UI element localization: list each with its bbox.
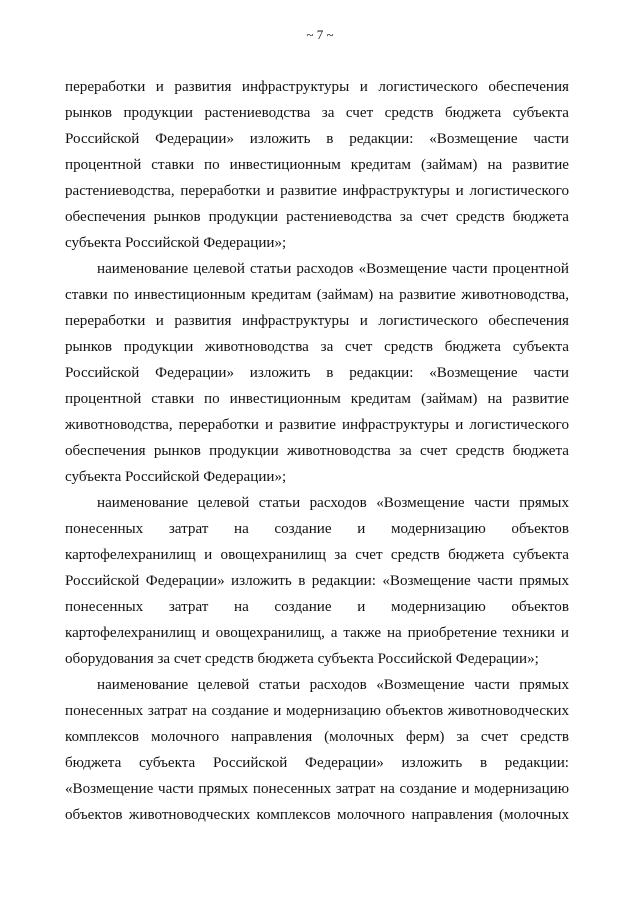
text-line: субъекта Российской Федерации»; — [65, 235, 287, 251]
text-line: Российской Федерации» изложить в редакции: «Возмещение части прямых — [65, 573, 569, 589]
text-line: обеспечения рынков продукции растениеводства за счет средств бюджета — [65, 209, 569, 225]
paragraph — [65, 672, 569, 828]
text-line: «Возмещение части прямых понесенных затрат на создание и модернизацию — [65, 781, 569, 797]
text-line: процентной ставки по инвестиционным кредитам (займам) на развитие — [65, 157, 569, 173]
text-line: животноводства, переработки и развитие инфраструктуры и логистического — [65, 417, 569, 433]
text-line: наименование целевой статьи расходов «Возмещение части прямых — [97, 677, 569, 693]
document-body — [65, 74, 569, 828]
text-line: растениеводства, переработки и развитие инфраструктуры и логистического — [65, 183, 569, 199]
text-line: понесенных затрат на создание и модернизацию объектов — [65, 521, 569, 537]
text-line: обеспечения рынков продукции животноводства за счет средств бюджета — [65, 443, 569, 459]
paragraph — [65, 490, 569, 672]
text-line: картофелехранилищ и овощехранилищ, а также на приобретение техники и — [65, 625, 569, 641]
text-line: ставки по инвестиционным кредитам (займам) на развитие животноводства, — [65, 287, 569, 303]
text-line: понесенных затрат на создание и модернизацию объектов животноводческих — [65, 703, 569, 719]
paragraph — [65, 256, 569, 490]
text-line: наименование целевой статьи расходов «Возмещение части процентной — [97, 261, 569, 277]
text-line: Российской Федерации» изложить в редакции: «Возмещение части — [65, 131, 569, 147]
text-line: объектов животноводческих комплексов молочного направления (молочных — [65, 807, 569, 823]
text-line: картофелехранилищ и овощехранилищ за счет средств бюджета субъекта — [65, 547, 569, 563]
text-line: бюджета субъекта Российской Федерации» изложить в редакции: — [65, 755, 569, 771]
text-line: переработки и развития инфраструктуры и логистического обеспечения — [65, 313, 569, 329]
text-line: рынков продукции растениеводства за счет средств бюджета субъекта — [65, 105, 569, 121]
text-line: комплексов молочного направления (молочных ферм) за счет средств — [65, 729, 569, 745]
text-line: рынков продукции животноводства за счет средств бюджета субъекта — [65, 339, 569, 355]
text-line: процентной ставки по инвестиционным кредитам (займам) на развитие — [65, 391, 569, 407]
paragraph — [65, 74, 569, 256]
text-line: субъекта Российской Федерации»; — [65, 469, 287, 485]
text-line: переработки и развития инфраструктуры и логистического обеспечения — [65, 79, 569, 95]
text-line: наименование целевой статьи расходов «Возмещение части прямых — [97, 495, 569, 511]
text-line: Российской Федерации» изложить в редакции: «Возмещение части — [65, 365, 569, 381]
text-line: понесенных затрат на создание и модернизацию объектов — [65, 599, 569, 615]
text-line: оборудования за счет средств бюджета субъекта Российской Федерации»; — [65, 651, 539, 667]
page-number: ~ 7 ~ — [306, 27, 334, 42]
